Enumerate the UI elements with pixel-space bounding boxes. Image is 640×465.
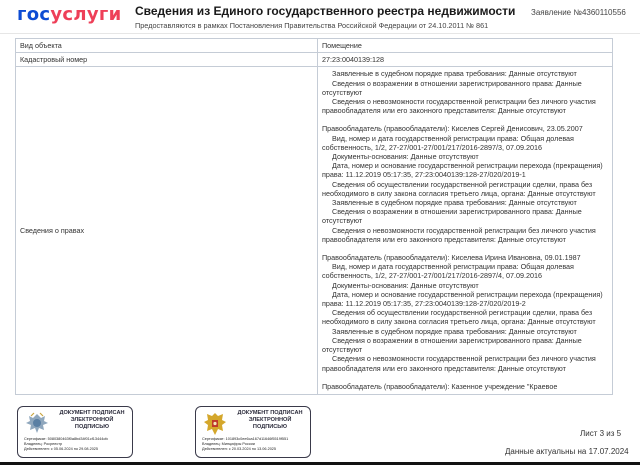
coat-of-arms-icon — [201, 411, 229, 437]
table-row-rights — [16, 67, 613, 395]
rights-line: Сведения об осуществлении государственной регистрации сделки, права без необходимого в силу закона согласия третьего лица, органа: Данные отсутствуют — [322, 179, 596, 198]
rights-line: Заявленные в судебном порядке права требования: Данные отсутствуют — [332, 198, 577, 208]
rights-line: Вид, номер и дата государственной регистрации права: Общая долевая собственность, 1/2, 27-27/001-27/001/217/2016-2897/4, 07.09.2016 — [322, 262, 574, 281]
rights-line: Документы-основания: Данные отсутствуют — [332, 280, 479, 290]
rights-line: Вид, номер и дата государственной регистрации права: Общая долевая собственность, 1/2, 27-27/001-27/001/217/2016-2897/3, 07.09.2016 — [322, 133, 574, 152]
rights-line: Заявленные в судебном порядке права требования: Данные отсутствуют — [332, 69, 577, 79]
stamp-title-line: ЭЛЕКТРОННОЙ — [70, 417, 114, 423]
stamp-info — [24, 437, 108, 453]
paragraph-gap — [322, 373, 608, 382]
stamp-title-line: ПОДПИСЬЮ — [74, 424, 110, 430]
stamp-title-line: ПОДПИСЬЮ — [252, 424, 288, 430]
egrn-table — [15, 38, 613, 395]
logo-part-uslugi: услуги — [50, 4, 122, 25]
rights-line: Сведения о невозможности государственной регистрации без личного участия правообладателя или его законного представителя: Данные отсутствуют — [322, 97, 596, 116]
stamp-validity: Действителен: с 20.03.2024 по 13.06.2025 — [202, 447, 277, 452]
rights-line: Дата, номер и основание государственной регистрации перехода (прекращения) права: 11.12.2019 05:17:35, 27:23:0040139:128-27/020/2019-2 — [322, 289, 603, 309]
rights-line: Правообладатель (правообладатели): Киселева Ирина Ивановна, 09.01.1987 — [322, 253, 581, 263]
stamp-owner: Владелец: Минцифры России — [202, 442, 255, 447]
rights-line: Сведения о возражении в отношении зарегистрированного права: Данные отсутствуют — [322, 207, 582, 226]
signature-stamp-mintsifry — [195, 406, 311, 458]
paragraph-gap — [322, 115, 608, 124]
rights-line: Документы-основания: Данные отсутствуют — [332, 152, 479, 162]
row-label: Кадастровый номер — [16, 53, 318, 67]
stamp-validity: Действителен: с 05.06.2024 по 29.08.2025 — [24, 447, 99, 452]
gosuslugi-logo — [17, 4, 121, 25]
application-number: Заявление №4360110556 — [531, 8, 626, 17]
rights-line: Сведения о возражении в отношении зарегистрированного права: Данные отсутствуют — [322, 78, 582, 97]
stamp-certificate: Сертификат: 101893c0ee6ca167d11646f5519f551 — [202, 437, 289, 441]
rights-content — [318, 67, 613, 395]
logo-part-gos: гос — [17, 4, 51, 25]
row-value: Помещение — [318, 39, 613, 53]
stamp-certificate: Сертификат: 5080380463f0a8bd34f01cf13444cfc — [24, 437, 109, 441]
signature-stamp-rosreestr — [17, 406, 133, 458]
stamp-title — [232, 410, 308, 431]
stamp-title — [54, 410, 130, 431]
row-label: Вид объекта — [16, 39, 318, 53]
data-actual-date: Данные актуальны на 17.07.2024 — [505, 447, 629, 456]
rights-line: Правообладатель (правообладатели): Казенное учреждение "Краевое — [322, 381, 558, 391]
rosreestr-emblem-icon — [23, 411, 51, 437]
table-row — [16, 53, 613, 67]
stamp-title-line: ДОКУМЕНТ ПОДПИСАН — [237, 410, 303, 416]
rights-line: Сведения об осуществлении государственной регистрации сделки, права без необходимого в силу закона согласия третьего лица, органа: Данные отсутствуют — [322, 308, 596, 327]
rights-line: Дата, номер и основание государственной регистрации перехода (прекращения) права: 11.12.2019 05:17:35, 27:23:0040139:128-27/020/2019-1 — [322, 161, 603, 180]
document-title: Сведения из Единого государственного реестра недвижимости — [135, 4, 516, 18]
rights-label: Сведения о правах — [16, 67, 318, 395]
document-subtitle: Предоставляются в рамках Постановления Правительства Российской Федерации от 24.10.2011 № 861 — [135, 21, 489, 30]
stamp-title-line: ДОКУМЕНТ ПОДПИСАН — [59, 410, 125, 416]
header-divider — [0, 33, 640, 34]
row-value: 27:23:0040139:128 — [318, 53, 613, 67]
paragraph-gap — [322, 244, 608, 253]
rights-line: Сведения о возражении в отношении зарегистрированного права: Данные отсутствуют — [322, 335, 582, 355]
rights-line: Сведения о невозможности государственной регистрации без личного участия правообладателя или его законного представителя: Данные отсутствуют — [322, 225, 596, 244]
page-number: Лист 3 из 5 — [580, 429, 622, 438]
rights-line: Правообладатель (правообладатели): Киселев Сергей Денисович, 23.05.2007 — [322, 124, 583, 134]
stamp-title-line: ЭЛЕКТРОННОЙ — [248, 417, 292, 423]
stamp-owner: Владелец: Росреестр — [24, 442, 63, 447]
table-row — [16, 39, 613, 53]
rights-line: Заявленные в судебном порядке права требования: Данные отсутствуют — [332, 326, 577, 336]
stamp-info — [202, 437, 288, 453]
rights-line: Сведения о невозможности государственной регистрации без личного участия правообладателя или его законного представителя: Данные отсутствуют — [322, 354, 596, 373]
